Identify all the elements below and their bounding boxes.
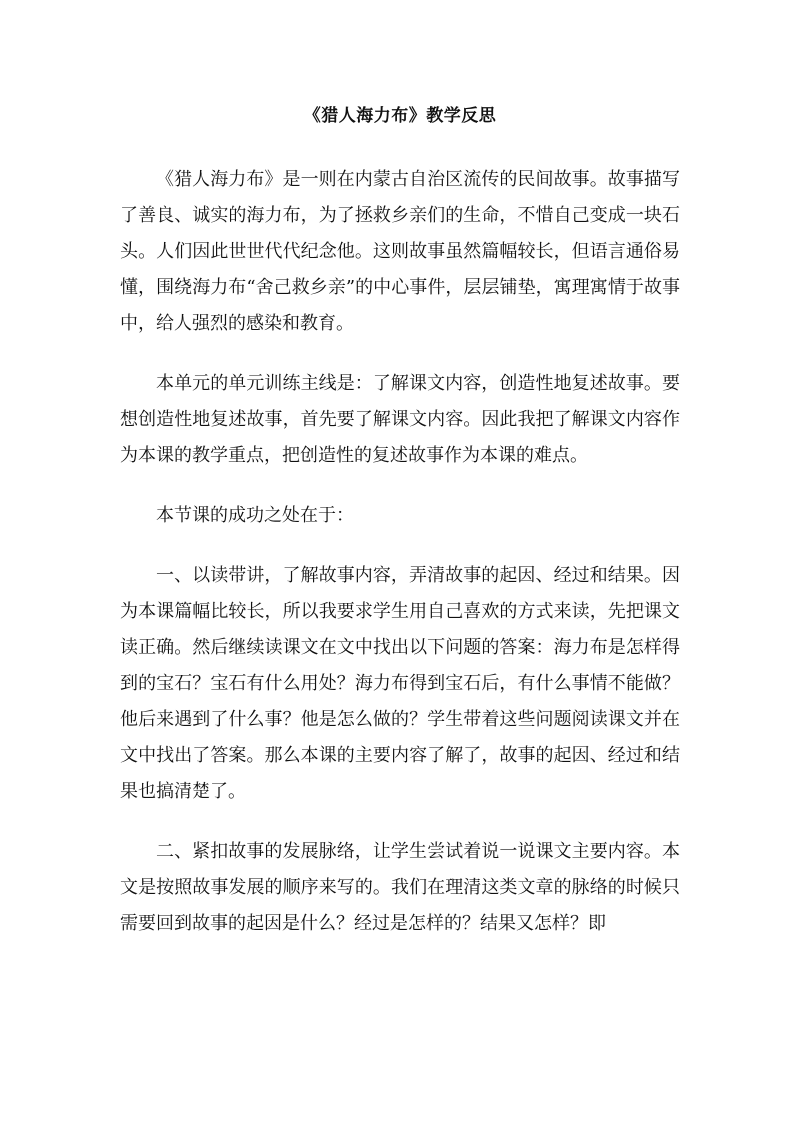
- paragraph-point-one: 一、以读带讲，了解故事内容，弄清故事的起因、经过和结果。因为本课篇幅比较长，所以我要求学生用自己喜欢的方式来读，先把课文读正确。然后继续读课文在文中找出以下问题的答案：海力布是怎样得到的宝石？宝石有什么用处？海力布得到宝石后，有什么事情不能做？他后来遇到了什么事？他是怎么做的？学生带着这些问题阅读课文并在文中找出了答案。那么本课的主要内容了解了，故事的起因、经过和结果也搞清楚了。: [120, 565, 680, 802]
- paragraph-intro: 《猎人海力布》是一则在内蒙古自治区流传的民间故事。故事描写了善良、诚实的海力布，为了拯救乡亲们的生命，不惜自己变成一块石头。人们因此世世代代纪念他。这则故事虽然篇幅较长，但语言通俗易懂，围绕海力布“舍己救乡亲”的中心事件，层层铺垫，寓理寓情于故事中，给人强烈的感染和教育。: [120, 169, 680, 334]
- document-title: 《猎人海力布》教学反思: [303, 106, 497, 126]
- paragraph-success-heading: 本节课的成功之处在于：: [156, 505, 354, 526]
- document-body: [120, 100, 680, 966]
- paragraph-point-two: 二、紧扣故事的发展脉络，让学生尝试着说一说课文主要内容。本文是按照故事发展的顺序来写的。我们在理清这类文章的脉络的时候只需要回到故事的起因是什么？经过是怎样的？结果又怎样？即: [120, 841, 680, 934]
- paragraph-unit-goal: 本单元的单元训练主线是：了解课文内容，创造性地复述故事。要想创造性地复述故事，首先要了解课文内容。因此我把了解课文内容作为本课的教学重点，把创造性的复述故事作为本课的难点。: [120, 373, 680, 466]
